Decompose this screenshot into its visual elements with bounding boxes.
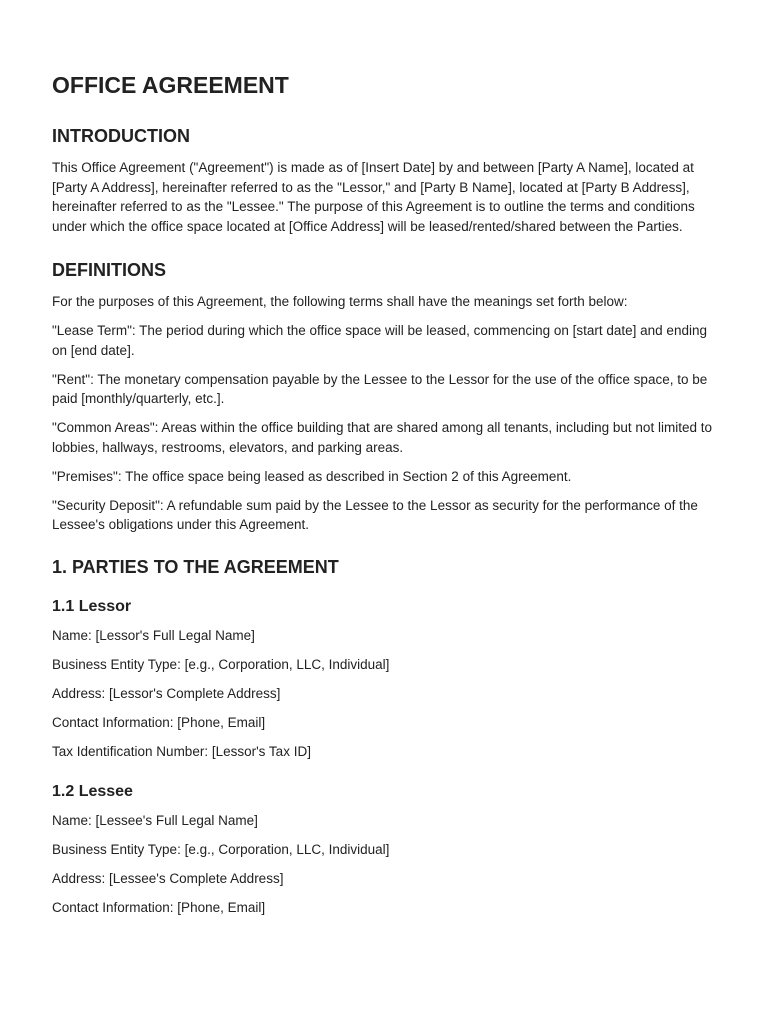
definitions-heading: DEFINITIONS xyxy=(52,260,167,280)
lessor-name-field: Name: [Lessor's Full Legal Name] xyxy=(52,627,255,643)
definition-common-areas: "Common Areas": Areas within the office building that are shared among all tenants, including but not limited to lobbies, hallways, restrooms, elevators, and parking areas. xyxy=(52,420,712,455)
lessor-heading: 1.1 Lessor xyxy=(52,597,132,615)
document-title: OFFICE AGREEMENT xyxy=(52,72,289,98)
parties-heading: 1. PARTIES TO THE AGREEMENT xyxy=(52,556,339,577)
definition-premises: "Premises": The office space being leased as described in Section 2 of this Agreement. xyxy=(52,468,572,484)
definition-rent: "Rent": The monetary compensation payable by the Lessee to the Lessor for the use of the office space, to be paid [monthly/quarterly, etc.]. xyxy=(52,371,708,406)
document-page xyxy=(52,70,722,928)
lessor-contact-field: Contact Information: [Phone, Email] xyxy=(52,715,266,731)
lessee-address-field: Address: [Lessee's Complete Address] xyxy=(52,871,284,887)
lessor-entity-type-field: Business Entity Type: [e.g., Corporation, LLC, Individual] xyxy=(52,656,390,672)
introduction-heading: INTRODUCTION xyxy=(52,126,190,146)
lessee-name-field: Name: [Lessee's Full Legal Name] xyxy=(52,812,258,828)
lessee-contact-field: Contact Information: [Phone, Email] xyxy=(52,900,266,916)
introduction-paragraph: This Office Agreement ("Agreement") is made as of [Insert Date] by and between [Party A Name], located at [Party A Address], hereinafter referred to as the "Lessor," and [Party B Name], located at [Party B Address], hereinafter referred to as the "Lessee." The purpose of this Agreement is to outline the terms and conditions under which the office space located at [Office Address] will be leased/rented/shared between the Parties. xyxy=(52,160,695,234)
lessee-heading: 1.2 Lessee xyxy=(52,782,133,800)
definitions-intro: For the purposes of this Agreement, the following terms shall have the meanings set forth below: xyxy=(52,294,628,309)
definition-lease-term: "Lease Term": The period during which the office space will be leased, commencing on [start date] and ending on [end date]. xyxy=(52,323,707,358)
lessor-tax-id-field: Tax Identification Number: [Lessor's Tax ID] xyxy=(52,744,311,760)
lessor-address-field: Address: [Lessor's Complete Address] xyxy=(52,685,281,701)
definition-security-deposit: "Security Deposit": A refundable sum paid by the Lessee to the Lessor as security for the performance of the Lessee's obligations under this Agreement. xyxy=(52,497,698,532)
lessee-entity-type-field: Business Entity Type: [e.g., Corporation, LLC, Individual] xyxy=(52,841,390,857)
